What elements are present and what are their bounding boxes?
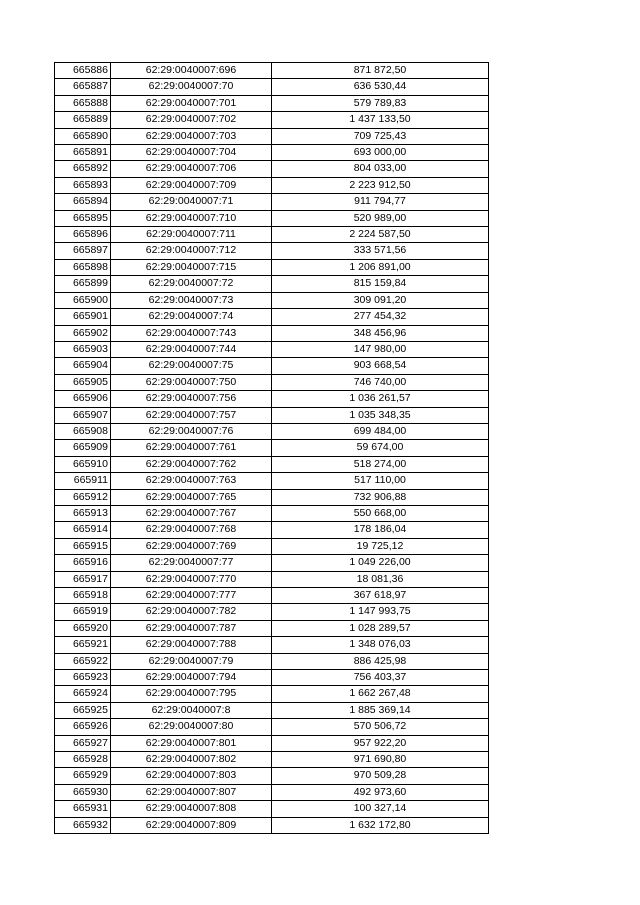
row-number-cell: 665909 (55, 440, 111, 456)
table-row (55, 259, 489, 275)
cadastral-number-cell: 62:29:0040007:77 (111, 555, 272, 571)
row-number-cell: 665894 (55, 194, 111, 210)
cadastral-number-cell: 62:29:0040007:712 (111, 243, 272, 259)
row-number-cell: 665910 (55, 456, 111, 472)
table-row (55, 145, 489, 161)
cadastral-number-cell: 62:29:0040007:756 (111, 391, 272, 407)
table-row (55, 95, 489, 111)
cadastral-number-cell: 62:29:0040007:787 (111, 620, 272, 636)
value-cell: 518 274,00 (272, 456, 489, 472)
table-row (55, 505, 489, 521)
table-row (55, 341, 489, 357)
row-number-cell: 665899 (55, 276, 111, 292)
value-cell: 2 223 912,50 (272, 177, 489, 193)
table-row (55, 112, 489, 128)
cadastral-number-cell: 62:29:0040007:704 (111, 145, 272, 161)
value-cell: 147 980,00 (272, 341, 489, 357)
row-number-cell: 665923 (55, 670, 111, 686)
value-cell: 348 456,96 (272, 325, 489, 341)
cadastral-number-cell: 62:29:0040007:767 (111, 505, 272, 521)
table-row (55, 604, 489, 620)
row-number-cell: 665912 (55, 489, 111, 505)
value-cell: 59 674,00 (272, 440, 489, 456)
table-row (55, 227, 489, 243)
value-cell: 871 872,50 (272, 63, 489, 79)
cadastral-number-cell: 62:29:0040007:70 (111, 79, 272, 95)
table-body (55, 63, 489, 834)
value-cell: 756 403,37 (272, 670, 489, 686)
value-cell: 1 049 226,00 (272, 555, 489, 571)
value-cell: 815 159,84 (272, 276, 489, 292)
cadastral-number-cell: 62:29:0040007:788 (111, 637, 272, 653)
value-cell: 699 484,00 (272, 423, 489, 439)
value-cell: 732 906,88 (272, 489, 489, 505)
cadastral-number-cell: 62:29:0040007:73 (111, 292, 272, 308)
table-row (55, 309, 489, 325)
table-row (55, 686, 489, 702)
cadastral-number-cell: 62:29:0040007:809 (111, 817, 272, 833)
cadastral-number-cell: 62:29:0040007:72 (111, 276, 272, 292)
cadastral-number-cell: 62:29:0040007:777 (111, 588, 272, 604)
table-row (55, 177, 489, 193)
cadastral-number-cell: 62:29:0040007:80 (111, 719, 272, 735)
row-number-cell: 665903 (55, 341, 111, 357)
value-cell: 886 425,98 (272, 653, 489, 669)
cadastral-number-cell: 62:29:0040007:795 (111, 686, 272, 702)
row-number-cell: 665891 (55, 145, 111, 161)
value-cell: 18 081,36 (272, 571, 489, 587)
cadastral-number-cell: 62:29:0040007:743 (111, 325, 272, 341)
cadastral-number-cell: 62:29:0040007:709 (111, 177, 272, 193)
table-row (55, 637, 489, 653)
row-number-cell: 665927 (55, 735, 111, 751)
value-cell: 1 036 261,57 (272, 391, 489, 407)
cadastral-number-cell: 62:29:0040007:803 (111, 768, 272, 784)
cadastral-number-cell: 62:29:0040007:8 (111, 702, 272, 718)
value-cell: 970 509,28 (272, 768, 489, 784)
value-cell: 1 662 267,48 (272, 686, 489, 702)
row-number-cell: 665925 (55, 702, 111, 718)
cadastral-number-cell: 62:29:0040007:808 (111, 801, 272, 817)
cadastral-number-cell: 62:29:0040007:770 (111, 571, 272, 587)
row-number-cell: 665926 (55, 719, 111, 735)
cadastral-number-cell: 62:29:0040007:761 (111, 440, 272, 456)
row-number-cell: 665897 (55, 243, 111, 259)
row-number-cell: 665919 (55, 604, 111, 620)
table-row (55, 768, 489, 784)
value-cell: 1 885 369,14 (272, 702, 489, 718)
table-row (55, 210, 489, 226)
row-number-cell: 665895 (55, 210, 111, 226)
row-number-cell: 665901 (55, 309, 111, 325)
table-row (55, 391, 489, 407)
value-cell: 517 110,00 (272, 473, 489, 489)
value-cell: 693 000,00 (272, 145, 489, 161)
row-number-cell: 665893 (55, 177, 111, 193)
table-row (55, 243, 489, 259)
value-cell: 2 224 587,50 (272, 227, 489, 243)
row-number-cell: 665908 (55, 423, 111, 439)
value-cell: 492 973,60 (272, 784, 489, 800)
row-number-cell: 665920 (55, 620, 111, 636)
cadastral-number-cell: 62:29:0040007:768 (111, 522, 272, 538)
cadastral-number-cell: 62:29:0040007:762 (111, 456, 272, 472)
table-row (55, 325, 489, 341)
value-cell: 1 147 993,75 (272, 604, 489, 620)
table-row (55, 670, 489, 686)
value-cell: 19 725,12 (272, 538, 489, 554)
table-row (55, 801, 489, 817)
cadastral-number-cell: 62:29:0040007:802 (111, 752, 272, 768)
table-row (55, 538, 489, 554)
cadastral-number-cell: 62:29:0040007:706 (111, 161, 272, 177)
row-number-cell: 665898 (55, 259, 111, 275)
cadastral-number-cell: 62:29:0040007:702 (111, 112, 272, 128)
cadastral-number-cell: 62:29:0040007:794 (111, 670, 272, 686)
table-row (55, 358, 489, 374)
cadastral-number-cell: 62:29:0040007:696 (111, 63, 272, 79)
cadastral-number-cell: 62:29:0040007:807 (111, 784, 272, 800)
value-cell: 333 571,56 (272, 243, 489, 259)
cadastral-number-cell: 62:29:0040007:79 (111, 653, 272, 669)
row-number-cell: 665900 (55, 292, 111, 308)
row-number-cell: 665922 (55, 653, 111, 669)
table-row (55, 719, 489, 735)
table-row (55, 620, 489, 636)
row-number-cell: 665896 (55, 227, 111, 243)
value-cell: 709 725,43 (272, 128, 489, 144)
value-cell: 178 186,04 (272, 522, 489, 538)
cadastral-number-cell: 62:29:0040007:701 (111, 95, 272, 111)
table-row (55, 735, 489, 751)
value-cell: 550 668,00 (272, 505, 489, 521)
cadastral-number-cell: 62:29:0040007:750 (111, 374, 272, 390)
value-cell: 1 035 348,35 (272, 407, 489, 423)
value-cell: 746 740,00 (272, 374, 489, 390)
row-number-cell: 665928 (55, 752, 111, 768)
value-cell: 277 454,32 (272, 309, 489, 325)
value-cell: 520 989,00 (272, 210, 489, 226)
row-number-cell: 665902 (55, 325, 111, 341)
table-row (55, 571, 489, 587)
cadastral-number-cell: 62:29:0040007:769 (111, 538, 272, 554)
table-row (55, 407, 489, 423)
row-number-cell: 665916 (55, 555, 111, 571)
table-row (55, 456, 489, 472)
cadastral-number-cell: 62:29:0040007:765 (111, 489, 272, 505)
table-row (55, 194, 489, 210)
table-row (55, 276, 489, 292)
row-number-cell: 665892 (55, 161, 111, 177)
table-row (55, 702, 489, 718)
value-cell: 100 327,14 (272, 801, 489, 817)
table-row (55, 63, 489, 79)
cadastral-number-cell: 62:29:0040007:757 (111, 407, 272, 423)
value-cell: 903 668,54 (272, 358, 489, 374)
cadastral-number-cell: 62:29:0040007:711 (111, 227, 272, 243)
row-number-cell: 665907 (55, 407, 111, 423)
cadastral-number-cell: 62:29:0040007:76 (111, 423, 272, 439)
value-cell: 804 033,00 (272, 161, 489, 177)
table-row (55, 555, 489, 571)
cadastral-number-cell: 62:29:0040007:71 (111, 194, 272, 210)
value-cell: 636 530,44 (272, 79, 489, 95)
cadastral-number-cell: 62:29:0040007:782 (111, 604, 272, 620)
cadastral-number-cell: 62:29:0040007:763 (111, 473, 272, 489)
row-number-cell: 665889 (55, 112, 111, 128)
table-row (55, 374, 489, 390)
value-cell: 957 922,20 (272, 735, 489, 751)
cadastral-value-table (54, 62, 489, 834)
row-number-cell: 665918 (55, 588, 111, 604)
table-row (55, 79, 489, 95)
row-number-cell: 665931 (55, 801, 111, 817)
row-number-cell: 665906 (55, 391, 111, 407)
row-number-cell: 665888 (55, 95, 111, 111)
cadastral-number-cell: 62:29:0040007:801 (111, 735, 272, 751)
value-cell: 1 437 133,50 (272, 112, 489, 128)
row-number-cell: 665929 (55, 768, 111, 784)
table-row (55, 817, 489, 833)
cadastral-number-cell: 62:29:0040007:703 (111, 128, 272, 144)
value-cell: 570 506,72 (272, 719, 489, 735)
table-row (55, 423, 489, 439)
row-number-cell: 665932 (55, 817, 111, 833)
value-cell: 1 348 076,03 (272, 637, 489, 653)
table-row (55, 128, 489, 144)
row-number-cell: 665930 (55, 784, 111, 800)
table-row (55, 522, 489, 538)
table-row (55, 784, 489, 800)
value-cell: 367 618,97 (272, 588, 489, 604)
row-number-cell: 665921 (55, 637, 111, 653)
row-number-cell: 665911 (55, 473, 111, 489)
cadastral-number-cell: 62:29:0040007:74 (111, 309, 272, 325)
row-number-cell: 665913 (55, 505, 111, 521)
table-row (55, 653, 489, 669)
table-row (55, 752, 489, 768)
table-row (55, 588, 489, 604)
value-cell: 1 206 891,00 (272, 259, 489, 275)
row-number-cell: 665905 (55, 374, 111, 390)
row-number-cell: 665915 (55, 538, 111, 554)
value-cell: 971 690,80 (272, 752, 489, 768)
cadastral-number-cell: 62:29:0040007:75 (111, 358, 272, 374)
table-row (55, 292, 489, 308)
cadastral-number-cell: 62:29:0040007:744 (111, 341, 272, 357)
row-number-cell: 665917 (55, 571, 111, 587)
table-row (55, 440, 489, 456)
table-row (55, 489, 489, 505)
table-row (55, 161, 489, 177)
value-cell: 1 028 289,57 (272, 620, 489, 636)
row-number-cell: 665914 (55, 522, 111, 538)
row-number-cell: 665924 (55, 686, 111, 702)
row-number-cell: 665886 (55, 63, 111, 79)
row-number-cell: 665887 (55, 79, 111, 95)
cadastral-number-cell: 62:29:0040007:710 (111, 210, 272, 226)
value-cell: 911 794,77 (272, 194, 489, 210)
value-cell: 1 632 172,80 (272, 817, 489, 833)
row-number-cell: 665890 (55, 128, 111, 144)
table-row (55, 473, 489, 489)
row-number-cell: 665904 (55, 358, 111, 374)
value-cell: 309 091,20 (272, 292, 489, 308)
value-cell: 579 789,83 (272, 95, 489, 111)
cadastral-number-cell: 62:29:0040007:715 (111, 259, 272, 275)
